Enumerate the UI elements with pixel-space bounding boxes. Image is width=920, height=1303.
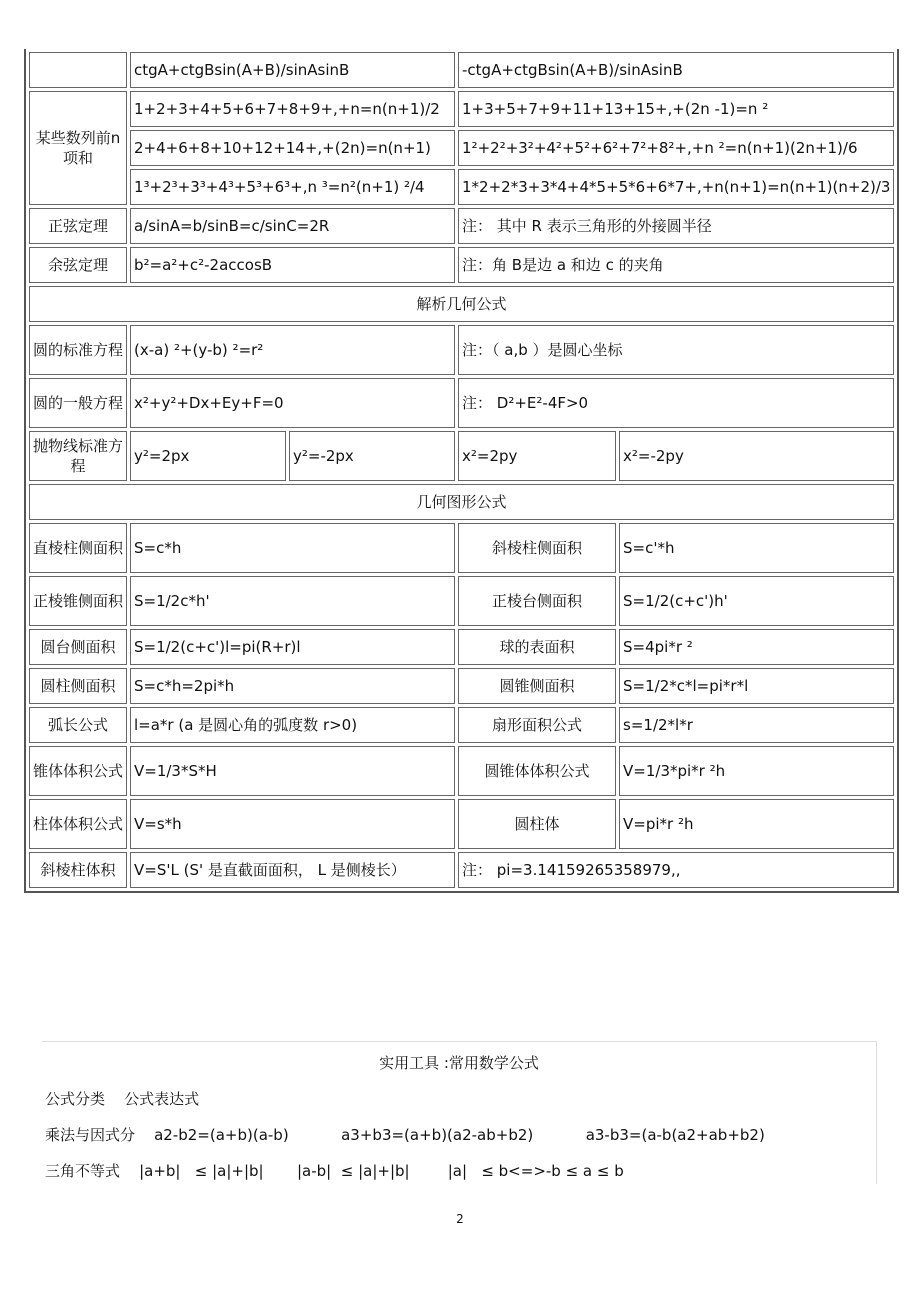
formula-cell: a/sinA=b/sinB=c/sinC=2R bbox=[130, 208, 455, 244]
table-row bbox=[29, 378, 894, 428]
row-label: 扇形面积公式 bbox=[458, 707, 616, 743]
formula-cell: S=4pi*r ² bbox=[619, 629, 894, 665]
note-cell: 注： D²+E²-4F>0 bbox=[458, 378, 894, 428]
table-row bbox=[29, 746, 894, 796]
formula-cell: S=c*h=2pi*h bbox=[130, 668, 455, 704]
table-row bbox=[29, 629, 894, 665]
formula-cell: S=1/2(c+c')l=pi(R+r)l bbox=[130, 629, 455, 665]
note-cell: 注：角 B是边 a 和边 c 的夹角 bbox=[458, 247, 894, 283]
row-label: 圆柱侧面积 bbox=[29, 668, 127, 704]
row-label: 圆柱体 bbox=[458, 799, 616, 849]
formula-table bbox=[24, 49, 899, 893]
formula-cell: S=1/2(c+c')h' bbox=[619, 576, 894, 626]
formula-cell: 1*2+2*3+3*4+4*5+5*6+6*7+,+n(n+1)=n(n+1)(n+2)/3 bbox=[458, 169, 894, 205]
note-cell: 注： pi=3.14159265358979,, bbox=[458, 852, 894, 888]
row-label: 球的表面积 bbox=[458, 629, 616, 665]
table-row bbox=[29, 325, 894, 375]
formula-cell: S=1/2*c*l=pi*r*l bbox=[619, 668, 894, 704]
formula-cell: V=1/3*S*H bbox=[130, 746, 455, 796]
row-label: 柱体体积公式 bbox=[29, 799, 127, 849]
formula-cell: (x-a) ²+(y-b) ²=r² bbox=[130, 325, 455, 375]
row-label: 弧长公式 bbox=[29, 707, 127, 743]
row-label: 正棱锥侧面积 bbox=[29, 576, 127, 626]
table-row bbox=[29, 52, 894, 88]
column-header: 公式分类 公式表达式 bbox=[45, 1090, 200, 1108]
table-row bbox=[29, 707, 894, 743]
row-label: 圆台侧面积 bbox=[29, 629, 127, 665]
formula-cell: l=a*r (a 是圆心角的弧度数 r>0) bbox=[130, 707, 455, 743]
note-cell: 注： 其中 R 表示三角形的外接圆半径 bbox=[458, 208, 894, 244]
formula-cell: V=1/3*pi*r ²h bbox=[619, 746, 894, 796]
section-heading: 几何图形公式 bbox=[29, 484, 894, 520]
row-label: 锥体体积公式 bbox=[29, 746, 127, 796]
row-label: 圆的标准方程 bbox=[29, 325, 127, 375]
formula-cell: S=1/2c*h' bbox=[130, 576, 455, 626]
note-cell: 注：（ a,b ）是圆心坐标 bbox=[458, 325, 894, 375]
table-row bbox=[29, 668, 894, 704]
row-label: 斜棱柱侧面积 bbox=[458, 523, 616, 573]
table-row bbox=[29, 130, 894, 166]
formula-cell: 1+3+5+7+9+11+13+15+,+(2n -1)=n ² bbox=[458, 91, 894, 127]
row-label bbox=[29, 52, 127, 88]
row-label: 某些数列前n项和 bbox=[29, 91, 127, 205]
table-row bbox=[29, 169, 894, 205]
section-heading: 解析几何公式 bbox=[29, 286, 894, 322]
formula-cell: b²=a²+c²-2accosB bbox=[130, 247, 455, 283]
page-number: 2 bbox=[456, 1212, 464, 1226]
triangle-inequality: 三角不等式 |a+b| ≤ |a|+|b| |a-b| ≤ |a|+|b| |a| ≤ b<=>-b ≤ a ≤ b bbox=[45, 1162, 624, 1180]
row-label: 抛物线标准方程 bbox=[29, 431, 127, 481]
row-label: 斜棱柱体积 bbox=[29, 852, 127, 888]
row-label: 圆锥体体积公式 bbox=[458, 746, 616, 796]
row-label: 圆锥侧面积 bbox=[458, 668, 616, 704]
section-title: 实用工具 :常用数学公式 bbox=[379, 1054, 539, 1072]
formula-cell: S=c*h bbox=[130, 523, 455, 573]
row-label: 正弦定理 bbox=[29, 208, 127, 244]
formula-cell: S=c'*h bbox=[619, 523, 894, 573]
row-label: 圆的一般方程 bbox=[29, 378, 127, 428]
table-row bbox=[29, 484, 894, 520]
formula-cell: x²+y²+Dx+Ey+F=0 bbox=[130, 378, 455, 428]
formula-cell: V=pi*r ²h bbox=[619, 799, 894, 849]
table-row bbox=[29, 208, 894, 244]
row-label: 正棱台侧面积 bbox=[458, 576, 616, 626]
formula-cell: x²=2py bbox=[458, 431, 616, 481]
formula-cell: y²=-2px bbox=[289, 431, 455, 481]
formula-cell: 2+4+6+8+10+12+14+,+(2n)=n(n+1) bbox=[130, 130, 455, 166]
formula-cell: V=S'L (S' 是直截面面积， L 是侧棱长） bbox=[130, 852, 455, 888]
formula-cell: y²=2px bbox=[130, 431, 286, 481]
table-row bbox=[29, 523, 894, 573]
formula-cell: ctgA+ctgBsin(A+B)/sinAsinB bbox=[130, 52, 455, 88]
table-row bbox=[29, 576, 894, 626]
factoring-formulas: 乘法与因式分 a2-b2=(a+b)(a-b) a3+b3=(a+b)(a2-ab+b2) a3-b3=(a-b(a2+ab+b2) bbox=[45, 1126, 765, 1144]
table-row bbox=[29, 799, 894, 849]
table-row bbox=[29, 431, 894, 481]
formula-cell: 1+2+3+4+5+6+7+8+9+,+n=n(n+1)/2 bbox=[130, 91, 455, 127]
table-row bbox=[29, 247, 894, 283]
table-row bbox=[29, 852, 894, 888]
formula-cell: x²=-2py bbox=[619, 431, 894, 481]
row-label: 余弦定理 bbox=[29, 247, 127, 283]
formula-cell: -ctgA+ctgBsin(A+B)/sinAsinB bbox=[458, 52, 894, 88]
formula-cell: 1³+2³+3³+4³+5³+6³+,n ³=n²(n+1) ²/4 bbox=[130, 169, 455, 205]
formula-cell: s=1/2*l*r bbox=[619, 707, 894, 743]
formula-cell: V=s*h bbox=[130, 799, 455, 849]
table-row bbox=[29, 91, 894, 127]
practical-tools-section bbox=[42, 1041, 877, 1184]
formula-cell: 1²+2²+3²+4²+5²+6²+7²+8²+,+n ²=n(n+1)(2n+1)/6 bbox=[458, 130, 894, 166]
row-label: 直棱柱侧面积 bbox=[29, 523, 127, 573]
table-row bbox=[29, 286, 894, 322]
